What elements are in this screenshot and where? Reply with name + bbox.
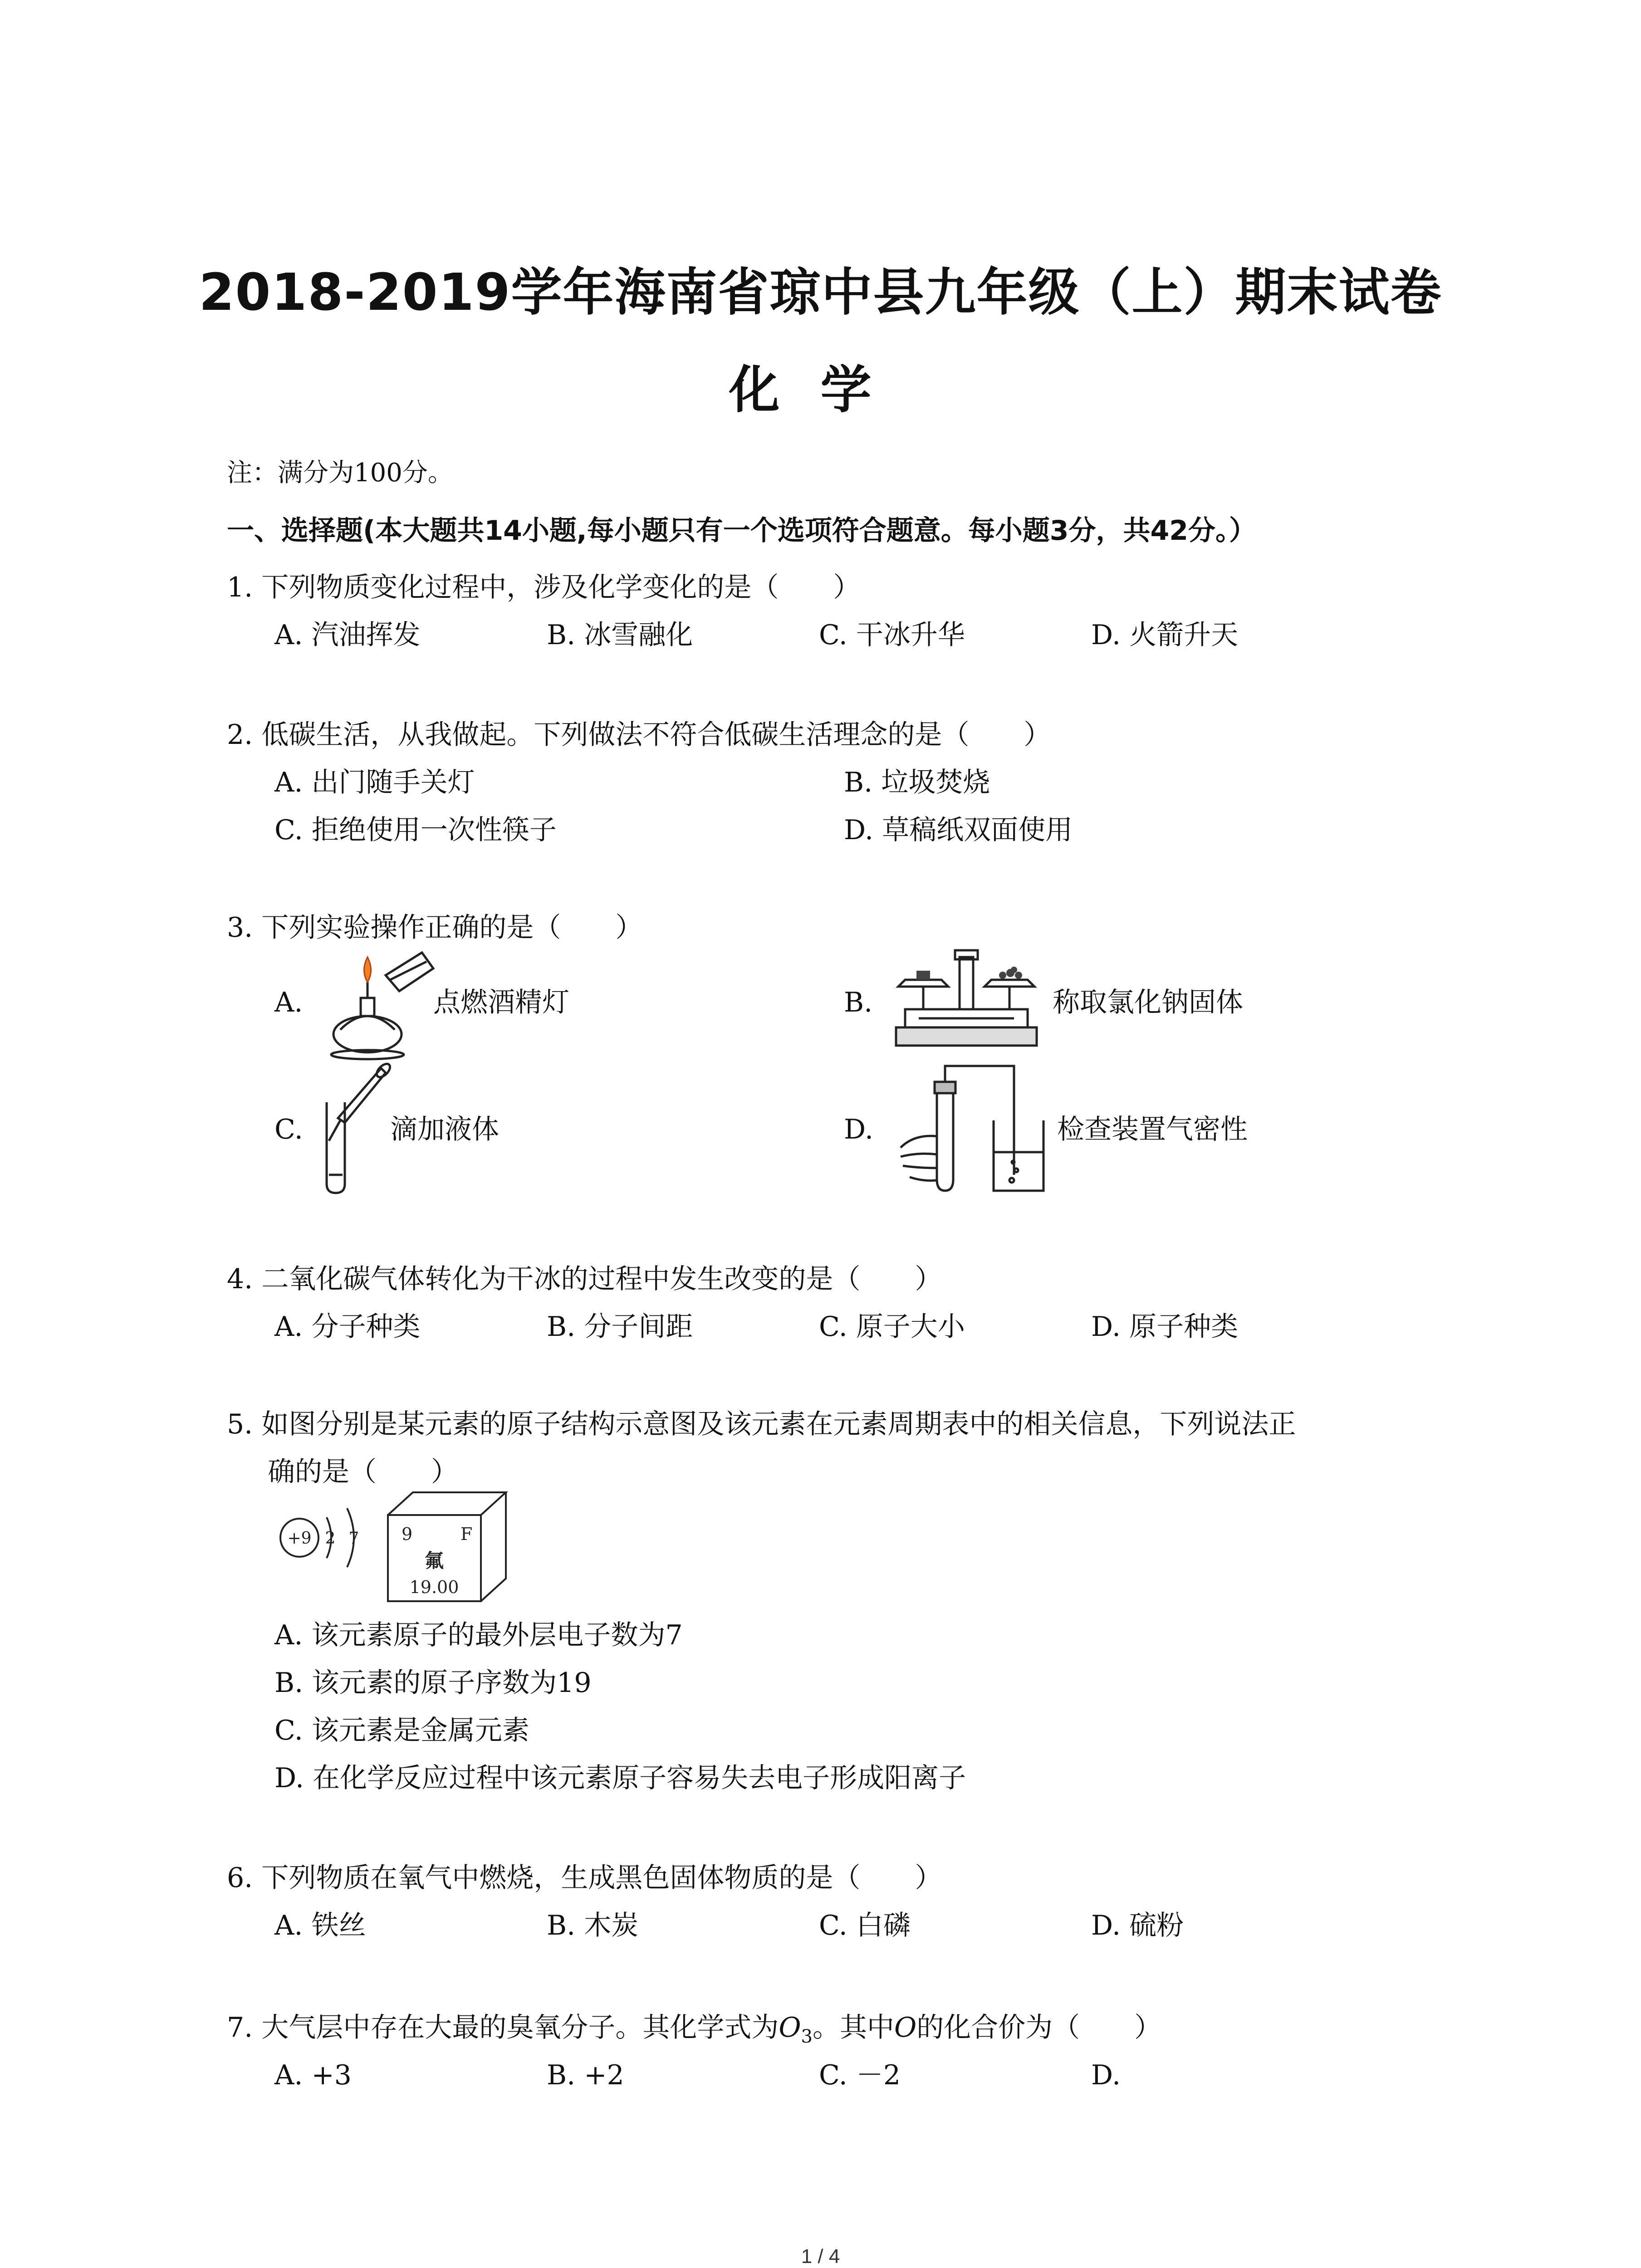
q1-option-b[interactable]: B. 冰雪融化 [547, 619, 693, 651]
question-1-stem: 1. 下列物质变化过程中，涉及化学变化的是（ ） [227, 572, 861, 603]
shell-1-electrons: 2 [325, 1529, 336, 1548]
q6-option-a[interactable]: A. 铁丝 [274, 1910, 366, 1941]
q6-option-b[interactable]: B. 木炭 [547, 1910, 639, 1941]
q3-option-c-text: 滴加液体 [390, 1114, 499, 1145]
q7-formula-o: O [779, 2012, 801, 2043]
q7-option-d[interactable]: D. [1091, 2059, 1121, 2091]
element-card [383, 1488, 510, 1606]
subject-title: 化学 [729, 361, 912, 420]
q6-option-d[interactable]: D. 硫粉 [1091, 1910, 1184, 1941]
q2-option-a[interactable]: A. 出门随手关灯 [274, 767, 475, 798]
balance-scale-icon [892, 948, 1041, 1052]
q1-option-c[interactable]: C. 干冰升华 [819, 619, 965, 651]
q2-option-c[interactable]: C. 拒绝使用一次性筷子 [274, 814, 557, 846]
q7-stem-pre: 7. 大气层中存在大最的臭氧分子。其化学式为 [227, 2012, 779, 2043]
q3-option-c-letter[interactable]: C. [274, 1114, 303, 1145]
q7-element-o: O [894, 2012, 917, 2043]
q7-option-c[interactable]: C. －2 [819, 2059, 901, 2091]
q7-stem-mid: 。其中 [812, 2012, 894, 2043]
q5-option-c[interactable]: C. 该元素是金属元素 [274, 1715, 529, 1746]
q3-option-d-text: 检查装置气密性 [1057, 1114, 1248, 1145]
page-number: 1 / 4 [801, 2245, 840, 2268]
question-4-stem: 4. 二氧化碳气体转化为干冰的过程中发生改变的是（ ） [227, 1263, 942, 1295]
atomic-number: 9 [402, 1524, 413, 1544]
atomic-mass: 19.00 [409, 1577, 459, 1597]
question-5-stem-line2: 确的是（ ） [268, 1456, 458, 1488]
q1-option-a[interactable]: A. 汽油挥发 [274, 619, 421, 651]
alcohol-lamp-icon [318, 948, 436, 1061]
q4-option-c[interactable]: C. 原子大小 [819, 1311, 965, 1343]
q3-option-a-text: 点燃酒精灯 [433, 987, 569, 1018]
section-heading: 一、选择题(本大题共14小题,每小题只有一个选项符合题意。每小题3分，共42分。） [227, 515, 1256, 547]
q2-option-b[interactable]: B. 垃圾焚烧 [844, 767, 990, 798]
question-5-stem-line1: 5. 如图分别是某元素的原子结构示意图及该元素在元素周期表中的相关信息，下列说法正 [227, 1408, 1296, 1440]
q7-option-b[interactable]: B. +2 [547, 2059, 624, 2091]
page-title: 2018-2019学年海南省琼中县九年级（上）期末试卷 [199, 263, 1442, 322]
airtightness-apparatus-icon [892, 1061, 1059, 1198]
q4-option-d[interactable]: D. 原子种类 [1091, 1311, 1239, 1343]
q7-formula-sub: 3 [801, 2026, 813, 2047]
q6-option-c[interactable]: C. 白磷 [819, 1910, 911, 1941]
dropper-test-tube-icon [313, 1061, 395, 1198]
question-2-stem: 2. 低碳生活，从我做起。下列做法不符合低碳生活理念的是（ ） [227, 719, 1051, 751]
question-7-stem [227, 2014, 1161, 2046]
q4-option-b[interactable]: B. 分子间距 [547, 1311, 693, 1343]
q5-option-b[interactable]: B. 该元素的原子序数为19 [274, 1667, 592, 1699]
q3-option-b-letter[interactable]: B. [844, 987, 873, 1018]
element-name: 氟 [424, 1549, 444, 1572]
shell-2-electrons: 7 [348, 1529, 359, 1548]
q1-option-d[interactable]: D. 火箭升天 [1091, 619, 1239, 651]
atom-structure-diagram [272, 1497, 377, 1579]
score-note: 注：满分为100分。 [227, 458, 453, 488]
q3-option-b-text: 称取氯化钠固体 [1053, 987, 1243, 1018]
question-3-stem: 3. 下列实验操作正确的是（ ） [227, 912, 643, 943]
q2-option-d[interactable]: D. 草稿纸双面使用 [844, 814, 1073, 846]
q3-option-d-letter[interactable]: D. [844, 1114, 874, 1145]
nucleus-charge: +9 [287, 1529, 312, 1548]
q7-stem-post: 的化合价为（ ） [916, 2012, 1162, 2043]
q3-option-a-letter[interactable]: A. [274, 987, 303, 1018]
question-6-stem: 6. 下列物质在氧气中燃烧，生成黑色固体物质的是（ ） [227, 1862, 942, 1894]
q4-option-a[interactable]: A. 分子种类 [274, 1311, 421, 1343]
element-symbol: F [460, 1524, 473, 1544]
q5-option-d[interactable]: D. 在化学反应过程中该元素原子容易失去电子形成阳离子 [274, 1762, 966, 1794]
q5-option-a[interactable]: A. 该元素原子的最外层电子数为7 [274, 1619, 683, 1651]
q7-option-a[interactable]: A. +3 [274, 2059, 352, 2091]
